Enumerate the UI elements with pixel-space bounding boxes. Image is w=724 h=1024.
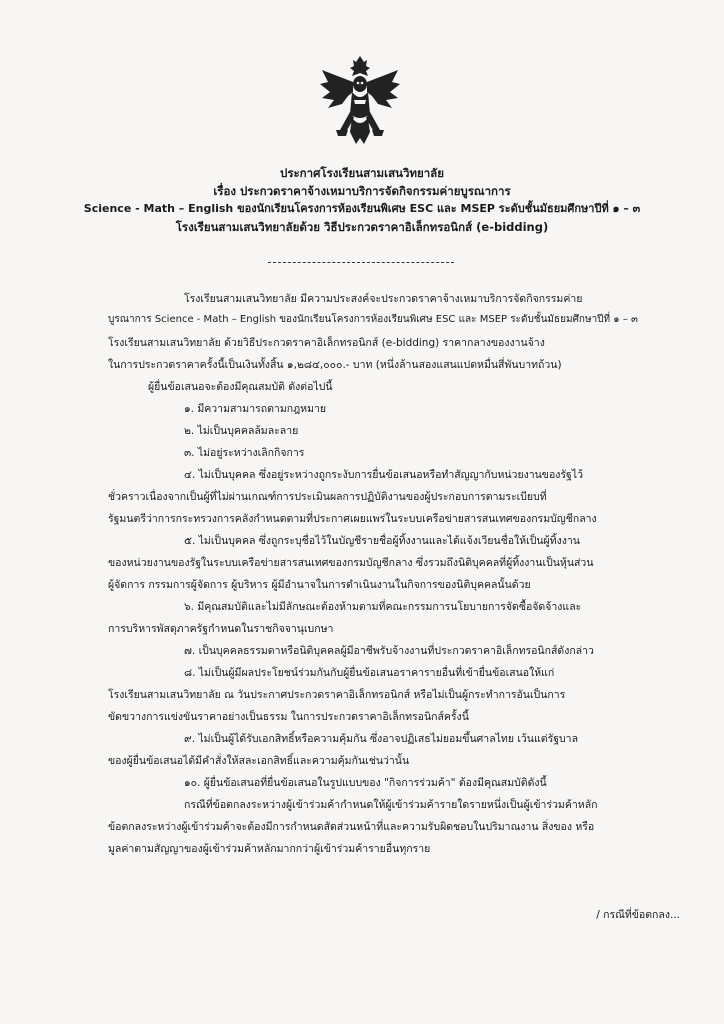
body-line: ๓. ไม่อยู่ระหว่างเลิกกิจการ: [184, 447, 305, 459]
header-title: ประกาศโรงเรียนสามเสนวิทยาลัย: [280, 166, 444, 180]
body-line: โรงเรียนสามเสนวิทยาลัย มีความประสงค์จะประกวดราคาจ้างเหมาบริการจัดกิจกรรมค่าย: [184, 293, 583, 305]
body-line: ของหน่วยงานของรัฐในระบบเครือข่ายสารสนเทศของกรมบัญชีกลาง ซึ่งรวมถึงนิติบุคคลที่ผู้ทิ้งงานเป็นหุ้นส่วน: [108, 557, 594, 569]
body-line: ๗. เป็นบุคคลธรรมดาหรือนิติบุคคลผู้มีอาชีพรับจ้างงานที่ประกวดราคาอิเล็กทรอนิกส์ดังกล่าว: [184, 645, 594, 657]
body-line: ของผู้ยื่นข้อเสนอได้มีคำสั่งให้สละเอกสิทธิ์และความคุ้มกันเช่นว่านั้น: [108, 755, 410, 767]
garuda-emblem: [318, 52, 402, 148]
body-line: ๘. ไม่เป็นผู้มีผลประโยชน์ร่วมกันกับผู้ยื่นข้อเสนอราคารายอื่นที่เข้ายื่นข้อเสนอให้แก่: [184, 667, 555, 679]
body-line: ผู้ยื่นข้อเสนอจะต้องมีคุณสมบัติ ดังต่อไปนี้: [148, 381, 333, 393]
body-line: ๕. ไม่เป็นบุคคล ซึ่งถูกระบุชื่อไว้ในบัญชีรายชื่อผู้ทิ้งงานและได้แจ้งเวียนชื่อให้เป็นผู้ทิ้งงาน: [184, 535, 580, 547]
header-project: Science - Math – English ของนักเรียนโครงการห้องเรียนพิเศษ ESC และ MSEP ระดับชั้นมัธยมศึกษาปีที่ ๑ – ๓: [83, 202, 641, 215]
header-method: โรงเรียนสามเสนวิทยาลัยด้วย วิธีประกวดราคาอิเล็กทรอนิกส์ (e-bidding): [175, 220, 549, 234]
body-line: ๖. มีคุณสมบัติและไม่มีลักษณะต้องห้ามตามที่คณะกรรมการนโยบายการจัดซื้อจัดจ้างและ: [184, 601, 582, 613]
body-line: โรงเรียนสามเสนวิทยาลัย ด้วยวิธีประกวดราคาอิเล็กทรอนิกส์ (e-bidding) ราคากลางของงานจ้าง: [108, 337, 545, 349]
body-line: ขัดขวางการแข่งขันราคาอย่างเป็นธรรม ในการประกวดราคาอิเล็กทรอนิกส์ครั้งนี้: [108, 711, 469, 723]
body-line: ผู้จัดการ กรรมการผู้จัดการ ผู้บริหาร ผู้มีอำนาจในการดำเนินงานในกิจการของนิติบุคคลนั้นด้วย: [108, 579, 531, 591]
body-line: ในการประกวดราคาครั้งนี้เป็นเงินทั้งสิ้น ๑,๒๘๔,๐๐๐.- บาท (หนึ่งล้านสองแสนแปดหมื่นสี่พันบาทถ้วน): [108, 359, 562, 371]
body-line: ๑. มีความสามารถตามกฎหมาย: [184, 403, 327, 415]
body-line: บูรณาการ Science - Math – English ของนักเรียนโครงการห้องเรียนพิเศษ ESC และ MSEP ระดับชั้นมัธยมศึกษาปีที่ ๑ – ๓: [108, 314, 638, 325]
body-line: ๙. ไม่เป็นผู้ได้รับเอกสิทธิ์หรือความคุ้มกัน ซึ่งอาจปฏิเสธไม่ยอมขึ้นศาลไทย เว้นแต่รัฐบาล: [184, 733, 579, 745]
body-line: ข้อตกลงระหว่างผู้เข้าร่วมค้าจะต้องมีการกำหนดสัดส่วนหน้าที่และความรับผิดชอบในปริมาณงาน สิ่งของ หรือ: [108, 821, 595, 833]
body-line: กรณีที่ข้อตกลงระหว่างผู้เข้าร่วมค้ากำหนดให้ผู้เข้าร่วมค้ารายใดรายหนึ่งเป็นผู้เข้าร่วมค้าหลัก: [184, 799, 598, 811]
body-line: ๔. ไม่เป็นบุคคล ซึ่งอยู่ระหว่างถูกระงับการยื่นข้อเสนอหรือทำสัญญากับหน่วยงานของรัฐไว้: [184, 469, 584, 481]
body-line: รัฐมนตรีว่าการกระทรวงการคลังกำหนดตามที่ประกาศเผยแพร่ในระบบเครือข่ายสารสนเทศของกรมบัญชีกลาง: [108, 513, 597, 525]
body-line: ชั่วคราวเนื่องจากเป็นผู้ที่ไม่ผ่านเกณฑ์การประเมินผลการปฏิบัติงานของผู้ประกอบการตามระเบียบที่: [108, 491, 547, 503]
header-divider: [268, 262, 454, 263]
body-line: การบริหารพัสดุภาครัฐกำหนดในราชกิจจานุเบกษา: [108, 623, 334, 635]
body-line: ๒. ไม่เป็นบุคคลล้มละลาย: [184, 425, 299, 437]
header-subject: เรื่อง ประกวดราคาจ้างเหมาบริการจัดกิจกรรมค่ายบูรณาการ: [213, 184, 511, 198]
body-line: ๑๐. ผู้ยื่นข้อเสนอที่ยื่นข้อเสนอในรูปแบบของ "กิจการร่วมค้า" ต้องมีคุณสมบัติดังนี้: [184, 777, 547, 789]
announcement-header: [60, 164, 664, 236]
body-line: มูลค่าตามสัญญาของผู้เข้าร่วมค้าหลักมากกว่าผู้เข้าร่วมค้ารายอื่นทุกราย: [108, 843, 431, 855]
continuation-note: / กรณีที่ข้อตกลง...: [596, 909, 680, 921]
body-line: โรงเรียนสามเสนวิทยาลัย ณ วันประกาศประกวดราคาอิเล็กทรอนิกส์ หรือไม่เป็นผู้กระทำการอันเป็นการ: [108, 689, 566, 701]
